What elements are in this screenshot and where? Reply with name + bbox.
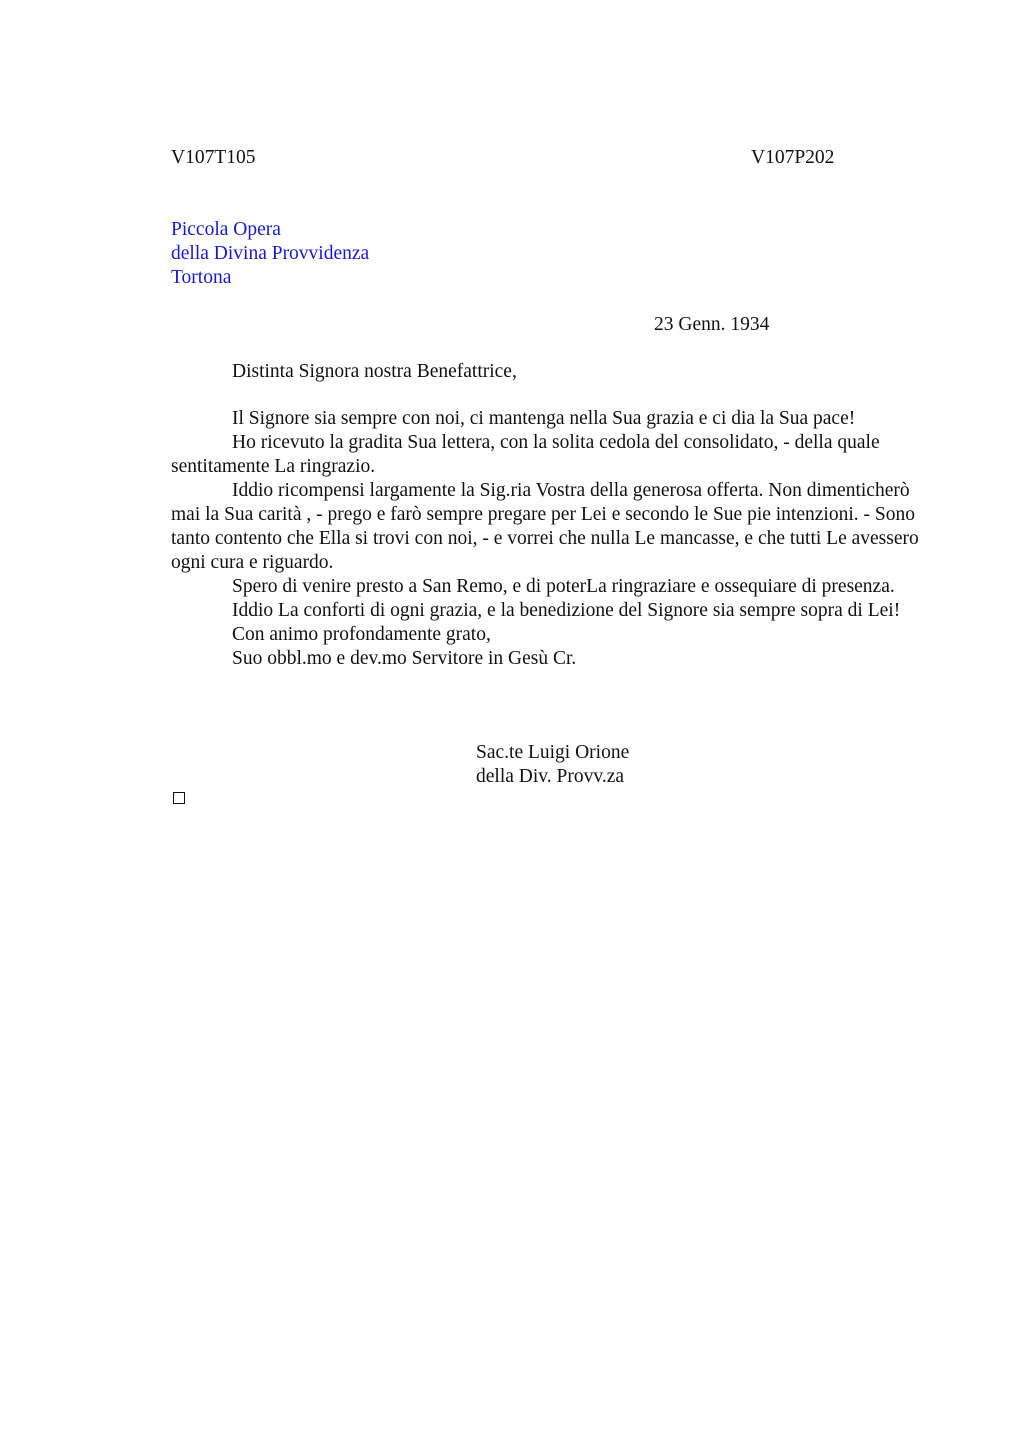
- empty-square-icon: [173, 792, 185, 804]
- signature-name: Sac.te Luigi Orione: [476, 742, 630, 763]
- paragraph: Ho ricevuto la gradita Sua lettera, con la solita cedola del consolidato, - della quale sentitamente La ringrazio.: [171, 432, 880, 477]
- signature-block: [476, 741, 629, 789]
- letterhead-line-3: Tortona: [171, 267, 232, 288]
- letterhead: [171, 218, 369, 290]
- signature-title: della Div. Provv.za: [476, 766, 625, 787]
- document-code-left: V107T105: [171, 147, 256, 168]
- paragraph: Spero di venire presto a San Remo, e di poterLa ringraziare e ossequiare di presenza.: [232, 576, 895, 597]
- closing-line: Suo obbl.mo e dev.mo Servitore in Gesù Cr.: [232, 648, 577, 669]
- letterhead-line-1: Piccola Opera: [171, 219, 281, 240]
- paragraph: Iddio La conforti di ogni grazia, e la benedizione del Signore sia sempre sopra di Lei!: [232, 600, 901, 621]
- letterhead-line-2: della Divina Provvidenza: [171, 243, 370, 264]
- letter-body: [171, 407, 931, 671]
- salutation: Distinta Signora nostra Benefattrice,: [232, 361, 517, 382]
- closing-line: Con animo profondamente grato,: [232, 624, 491, 645]
- document-code-right: V107P202: [751, 147, 835, 168]
- paragraph: Iddio ricompensi largamente la Sig.ria Vostra della generosa offerta. Non dimenticherò mai la Sua carità , - prego e farò sempre pregare per Lei e secondo le Sue pie intenzioni. - Sono tanto contento che Ella si trovi con noi, - e vorrei che nulla Le mancasse, e che tutti Le avessero ogni cura e riguardo.: [171, 480, 919, 573]
- letter-date: 23 Genn. 1934: [654, 314, 770, 335]
- paragraph: Il Signore sia sempre con noi, ci mantenga nella Sua grazia e ci dia la Sua pace!: [232, 408, 856, 429]
